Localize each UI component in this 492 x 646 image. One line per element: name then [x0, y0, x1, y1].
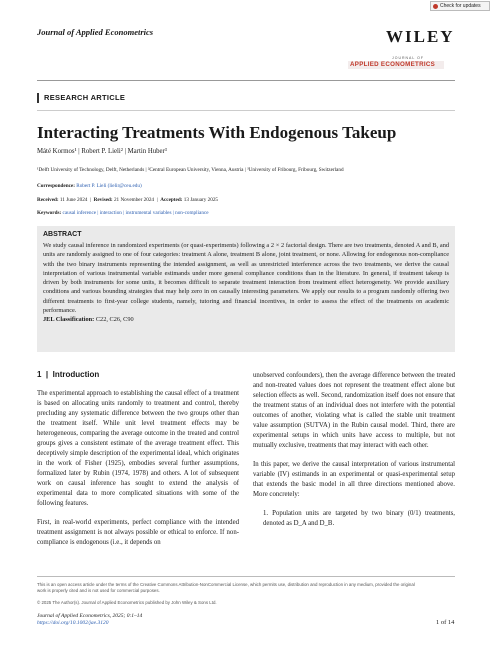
abstract-text: We study causal inference in randomized experiments (or quasi-experiments) following a 2 × 2 factorial design. There are two treatments, denoted A and B, and units are randomly assigned to one of four categories: treatment A alone, treatment B alone, joint treatment, or none. Allowing for endogenous non-compliance with the two binary instruments representing the intended assignment, as well as unrestricted interference across the two treatments, we derive the causal interpretation of various instrumental variable estimands under more general compliance conditions than in the literature. In general, if treatment takeup is driven by both instruments for some units, it becomes difficult to separate treatment interaction from treatment effect heterogeneity. We provide auxiliary conditions and various bounding strategies that may help zero in on causally interesting parameters. We apply our results to a program randomly offering two different treatments to first-year college students, namely, tutoring and financial incentives, in order to assess the effect of the treatments on academic performance. [43, 242, 449, 315]
received-date: 11 June 2024 [59, 197, 88, 203]
correspondence [37, 183, 142, 189]
type-divider [37, 110, 455, 111]
abstract-box [37, 226, 455, 352]
correspondence-label: Correspondence: [37, 183, 75, 189]
correspondence-link[interactable]: Robert P. Lieli (lielir@ceu.edu) [76, 183, 142, 189]
section-number: 1 [37, 370, 42, 379]
publisher-logo: WILEY [386, 27, 455, 46]
left-column [37, 389, 239, 557]
affiliations: ¹Delft University of Technology, Delft, Netherlands | ²Central European University, Vienna, Austria | ³University of Fribourg, Fribourg, Switzerland [37, 167, 344, 173]
author-list: Máté Kormos¹ | Robert P. Lieli² | Martin Huber³ [37, 148, 167, 155]
header-divider [37, 80, 455, 81]
doi-text[interactable]: https://doi.org/10.1002/jae.3120 [37, 620, 109, 626]
received-label: Received: [37, 197, 59, 203]
list-item: 1. Population units are targeted by two binary (0/1) treatments, denoted as D_A and D_B. [263, 510, 455, 527]
abstract-heading: ABSTRACT [43, 231, 82, 238]
journal-name: Journal of Applied Econometrics [37, 27, 154, 37]
license-text: This is an open access article under the terms of the Creative Commons Attribution-NonCommercial License, which permits use, distribution and reproduction in any medium, provided the original [37, 582, 415, 587]
section-title: Introduction [52, 370, 100, 379]
accepted-date: 13 January 2025 [183, 197, 219, 203]
citation: Journal of Applied Econometrics, 2025; 0:1–14 [37, 613, 143, 619]
check-updates-button[interactable] [430, 1, 490, 11]
intro-paragraph-2: First, in real-world experiments, perfect compliance with the intended treatment assignment is not always possible or ethical to enforce. If non-compliance is endogenous (i.e., it depends on [37, 519, 239, 546]
jel-codes: C22, C26, C90 [95, 316, 134, 324]
intro-paragraph-1: The experimental approach to establishing the causal effect of a treatment is based on allocating units randomly to treatment and control, thereby precluding any systematic difference between the two groups other than the treatment itself. While unit level treatment effects may be heterogeneous, comparing the average outcome in the treated and control groups gives a consistent estimate of the average treatment effect. This deceptively simple description of the experimental ideal, which originates in the work of Fisher (1925), embodies several further assumptions, formalized later by Rubin (1974, 1978) and others. A lot of subsequent work on causal inference has sought to extend the analysis of experimental data to more complicated situations with some of the following features. [37, 390, 239, 507]
keywords-label: Keywords: [37, 210, 62, 216]
copyright: © 2025 The Author(s). Journal of Applied Econometrics published by John Wiley & Sons Ltd. [37, 600, 217, 605]
accepted-label: Accepted: [160, 197, 183, 203]
check-updates-label: Check for updates [440, 3, 481, 9]
footer-divider [37, 576, 455, 577]
doi-link[interactable] [37, 620, 108, 626]
article-title: Interacting Treatments With Endogenous Takeup [37, 123, 397, 142]
revised-date: 21 November 2024 [113, 197, 155, 203]
journal-logo: APPLIED ECONOMETRICS [350, 61, 436, 68]
jel-label: JEL Classification: [43, 316, 95, 324]
revised-label: Revised: [93, 197, 113, 203]
right-column [253, 371, 455, 538]
intro-paragraph-3: unobserved confounders), then the average difference between the treated and non-treated values does not represent the treatment effect alone but selection effects as well. Second, randomization itself does not ensure that the treatment status of an individual does not interfere with the potential outcomes of another, violating what is called the stable unit treatment value assumption (SUTVA) in the Rubin causal model. Third, there are experimental setups in which units have access to multiple, but not mutually exclusive, treatments that may interact with each other. [253, 372, 455, 449]
article-type-marker [37, 93, 39, 103]
article-type: RESEARCH ARTICLE [44, 93, 126, 102]
check-updates-icon [433, 4, 438, 9]
journal-logo-small: JOURNAL OF [392, 56, 425, 60]
section-heading: 1 | Introduction [37, 370, 100, 379]
jel-classification [43, 315, 449, 325]
intro-paragraph-4: In this paper, we derive the causal interpretation of various instrumental variable (IV) estimands in an experimental or quasi-experimental setup that extends the basic model in all three directions mentioned above. More concretely: [253, 461, 455, 498]
page-number: 1 of 14 [436, 619, 455, 626]
article-dates: Received: 11 June 2024 | Revised: 21 November 2024 | Accepted: 13 January 2025 [37, 197, 219, 203]
license-text-2: work is properly cited and is not used for commercial purposes. [37, 588, 160, 593]
keyword-list[interactable]: causal inference | interaction | instrumental variables | non-compliance [62, 210, 209, 216]
keywords [37, 210, 209, 216]
